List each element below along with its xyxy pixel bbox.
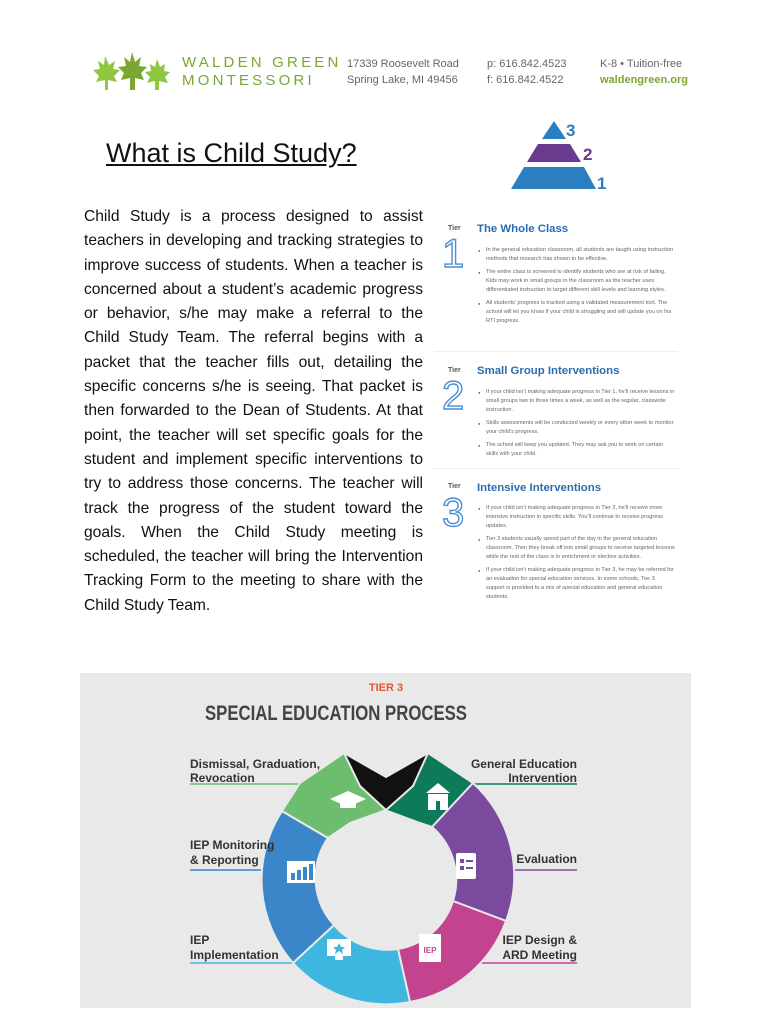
step-gened-line2: Intervention	[508, 771, 577, 785]
address	[347, 56, 459, 88]
tier-1-number: 1	[442, 232, 465, 276]
tier-3-label: Tier	[448, 483, 461, 490]
list-item: ● All students’ progress is tracked using a validated measurement tool. The school will let you know if your child is struggling and will update you on his RTI progress.	[477, 299, 675, 326]
phone-number: p: 616.842.4523	[487, 58, 567, 70]
tier-2-heading: Small Group Interventions	[477, 365, 620, 377]
brand-name-line1: WALDEN GREEN	[182, 54, 342, 71]
address-line1: 17339 Roosevelt Road	[347, 58, 459, 70]
body-paragraph: Child Study is a process designed to assist teachers in developing and tracking strategies to improve success of students. When a teacher is concerned about a student’s academic progress or behavior, s/he may make a referral to the Child Study Team. The referral begins with a packet that the teacher fills out, detailing the specific concerns s/he is seeing. That packet is then forwarded to the Dean of Students. At that point, the teacher will set specific goals for the student and implement specific interventions to try to address those concerns. The teacher will track the progress of the student toward the goals. When the Child Study meeting is scheduled, the teacher will bring the Intervention Tracking Form to the meeting to share with the Child Study Team.	[84, 208, 423, 614]
sped-title: SPECIAL EDUCATION PROCESS	[205, 702, 467, 725]
step-dismissal-line2: Revocation	[190, 771, 255, 785]
tier-2-label: Tier	[448, 367, 461, 374]
step-dismissal-line1: Dismissal, Graduation,	[190, 757, 321, 771]
step-monitoring-line2: & Reporting	[190, 853, 259, 867]
list-item: ● If your child isn’t making adequate progress in Tier 1, he’ll receive lessons in small groups two to three times a week, as well as the regular, classwide instruction.	[477, 388, 675, 415]
grade-range: K-8 • Tuition-free	[600, 58, 683, 70]
tier-1-label: Tier	[448, 225, 461, 232]
step-implementation-line2: Implementation	[190, 948, 279, 962]
pyramid-tier-2	[527, 144, 581, 162]
step-implementation-line1: IEP	[190, 933, 210, 947]
list-item: ● Tier 3 students usually spend part of the day in the general education classroom. Then they break off into small groups to receive targeted lessons while the rest of the class is in enrichment or elective activities.	[477, 535, 675, 562]
list-item: ● In the general education classroom, all students are taught using instruction methods that research has shown to be effective.	[477, 246, 675, 264]
step-evaluation: Evaluation	[516, 852, 577, 866]
step-design-line1: IEP Design &	[502, 933, 577, 947]
tier-3-heading: Intensive Interventions	[477, 482, 602, 494]
pyramid-tier-1	[511, 167, 596, 189]
list-item: ● If your child isn’t making adequate progress in Tier 3, he may be referred for an evaluation for special education services. In some schools, Tier 3 support is provided to a mix of special education and general education students.	[477, 566, 675, 602]
maple-leaf-logo-icon	[92, 50, 172, 92]
school-info	[600, 56, 688, 88]
iep-badge-label: IEP	[423, 946, 437, 955]
checklist-clipboard-icon	[456, 853, 476, 879]
rti-tiers-panel	[434, 210, 678, 630]
address-line2: Spring Lake, MI 49456	[347, 74, 458, 86]
pyramid-label-1: 1	[597, 174, 607, 193]
special-education-cycle-diagram	[80, 673, 691, 1008]
list-item: ● The entire class is screened to identify students who are at risk of failing. Kids may work in small groups in the classroom as the teacher uses differentiated instruction to target different skill levels and learning styles.	[477, 268, 675, 295]
list-item: ● If your child isn’t making adequate progress in Tier 2, he’ll receive more intensive instruction in specific skills. You’ll continue to receive progress updates.	[477, 504, 675, 531]
step-design-line2: ARD Meeting	[502, 948, 577, 962]
contact-numbers	[487, 56, 567, 88]
iep-document-icon	[419, 934, 441, 962]
tier-1-bullets	[477, 246, 675, 330]
tier-3-number: 3	[442, 491, 465, 535]
pyramid-tier-3	[542, 121, 566, 139]
pyramid-label-3: 3	[566, 121, 576, 140]
website-link[interactable]: waldengreen.org	[600, 74, 689, 86]
segment-design	[398, 901, 506, 1002]
tier-3-bullets	[477, 504, 675, 606]
list-item: ● Skills assessments will be conducted weekly or every other week to monitor your child’s progress.	[477, 419, 675, 437]
bar-chart-icon	[287, 861, 315, 883]
step-monitoring-line1: IEP Monitoring	[190, 838, 275, 852]
special-education-process-panel	[80, 673, 691, 1008]
tier-divider	[434, 351, 678, 352]
pyramid-label-2: 2	[583, 145, 593, 164]
tier-1-heading: The Whole Class	[477, 223, 569, 235]
tier-3-tag: TIER 3	[368, 682, 404, 694]
list-item: ● The school will keep you updated. They may ask you to work on certain skills with your child.	[477, 441, 675, 459]
fax-number: f: 616.842.4522	[487, 74, 564, 86]
brand-name-line2: MONTESSORI	[182, 72, 315, 89]
page-title: What is Child Study?	[106, 138, 357, 168]
tier-divider	[434, 468, 678, 469]
tier-2-number: 2	[442, 374, 465, 418]
tier-pyramid-diagram	[505, 117, 615, 197]
step-gened-line1: General Education	[470, 757, 577, 771]
tier-2-bullets	[477, 388, 675, 463]
